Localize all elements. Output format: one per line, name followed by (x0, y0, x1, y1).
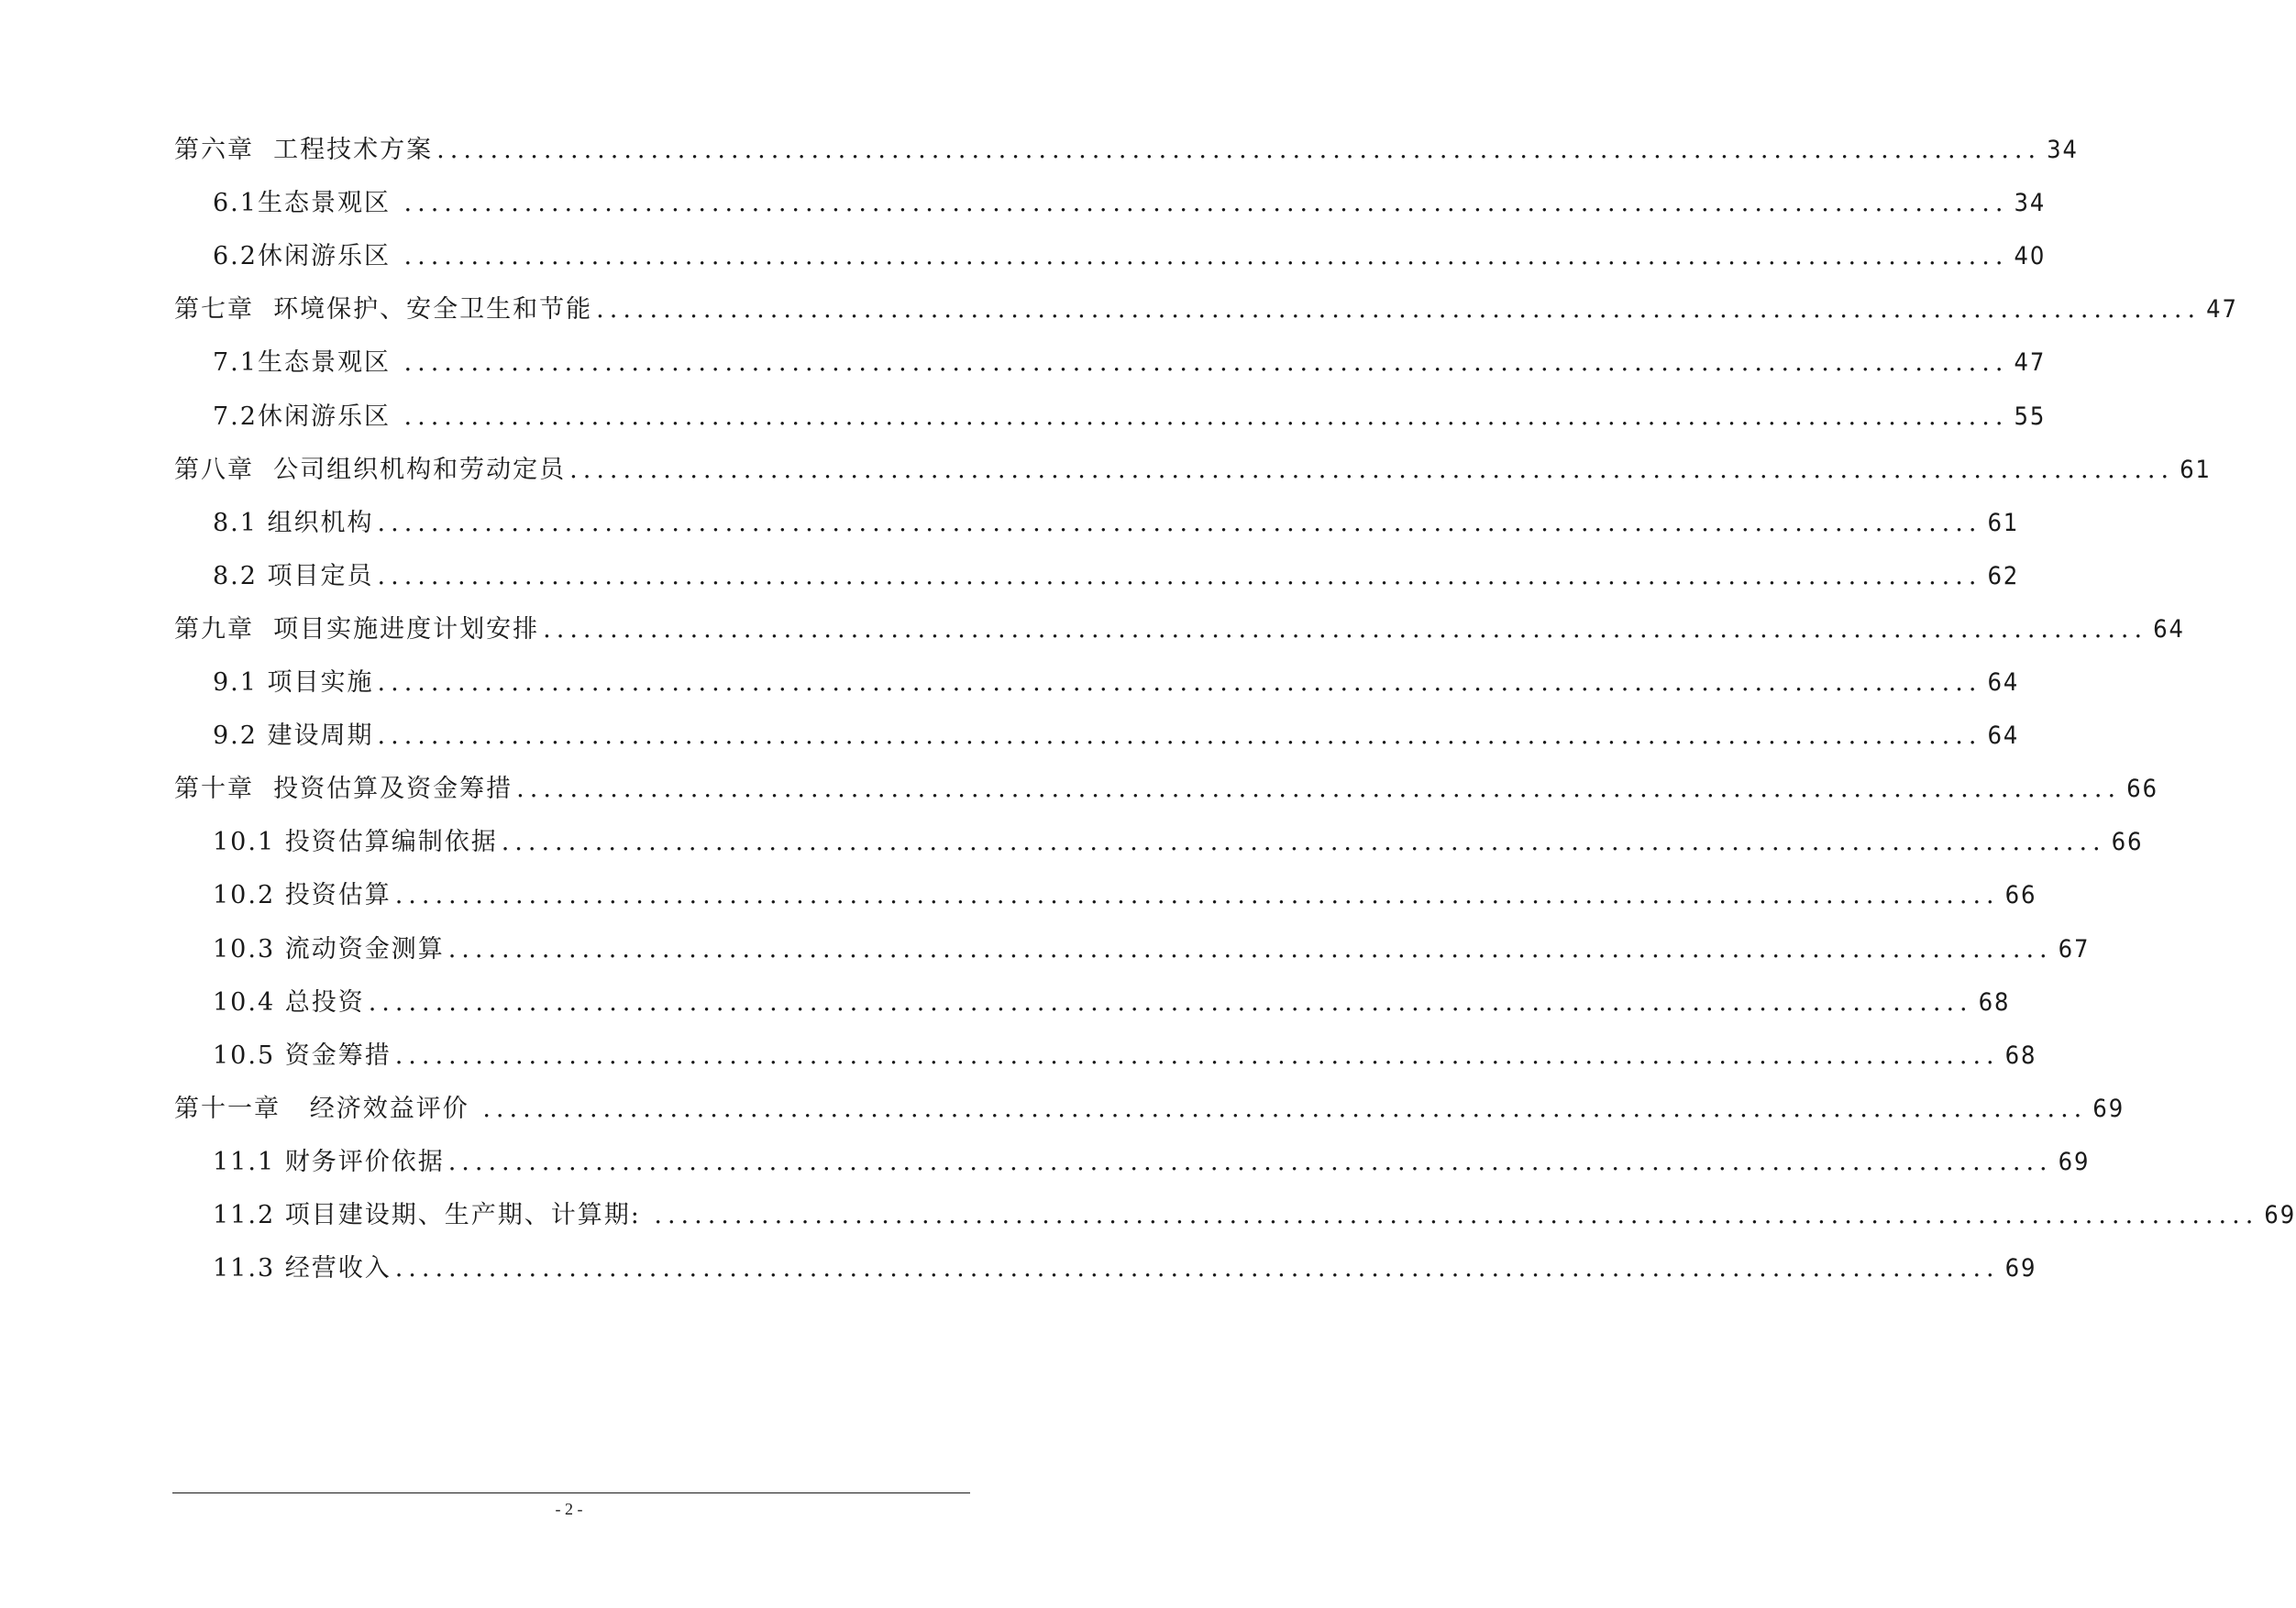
toc-section-entry[interactable] (213, 985, 2011, 1021)
toc-entry-page-number: 64 (2153, 614, 2185, 644)
toc-dot-leader: ........................................................................................................................ (403, 402, 2009, 431)
toc-dot-leader: ........................................................................................................................ (394, 881, 2000, 910)
toc-entry-page-number: 61 (2180, 455, 2212, 484)
page-number: - 2 - (555, 1500, 583, 1518)
toc-dot-leader: ........................................................................................................................ (436, 136, 2042, 164)
toc-section-entry[interactable] (213, 185, 2047, 222)
toc-dot-leader: ........................................................................................................................ (447, 934, 2053, 964)
toc-section-entry[interactable] (213, 505, 2020, 542)
toc-section-entry[interactable] (213, 665, 2020, 701)
toc-dot-leader: ........................................................................................................................ (569, 455, 2175, 484)
toc-section-entry[interactable] (213, 1038, 2037, 1074)
toc-entry-title: 9.2 建设周期 (213, 721, 374, 751)
toc-entry-page-number: 34 (2047, 136, 2079, 164)
toc-dot-leader: ........................................................................................................................ (368, 987, 1973, 1017)
toc-chapter-entry[interactable] (174, 1091, 2125, 1128)
toc-entry-page-number: 66 (2111, 828, 2144, 857)
toc-entry-title: 8.2 项目定员 (213, 561, 374, 590)
toc-chapter-entry[interactable] (174, 611, 2185, 648)
toc-chapter-entry[interactable] (174, 771, 2158, 808)
toc-entry-page-number: 68 (1978, 987, 2011, 1017)
toc-entry-title: 11.3 经营收入 (213, 1254, 392, 1283)
toc-entry-title: 第十一章 经济效益评价 (174, 1094, 480, 1123)
toc-dot-leader: ........................................................................................................................ (516, 775, 2122, 804)
toc-entry-page-number: 69 (2058, 1147, 2091, 1176)
toc-section-entry[interactable] (213, 877, 2037, 914)
toc-entry-title: 10.2 投资估算 (213, 881, 392, 910)
toc-entry-title: 6.2休闲游乐区 (213, 242, 401, 271)
toc-dot-leader: ........................................................................................................................ (403, 348, 2009, 378)
toc-entry-title: 第九章 项目实施进度计划安排 (174, 614, 540, 644)
toc-entry-title: 10.1 投资估算编制依据 (213, 828, 498, 857)
toc-entry-title: 9.1 项目实施 (213, 668, 374, 697)
toc-entry-page-number: 47 (2014, 348, 2047, 378)
toc-dot-leader: ........................................................................................................................ (394, 1041, 2000, 1070)
toc-entry-title: 8.1 组织机构 (213, 508, 374, 537)
toc-section-entry[interactable] (213, 345, 2047, 381)
toc-section-entry[interactable] (213, 1197, 2296, 1234)
toc-entry-page-number: 69 (2092, 1094, 2125, 1123)
toc-dot-leader: ........................................................................................................................ (482, 1094, 2088, 1123)
toc-entry-title: 10.4 总投资 (213, 987, 365, 1017)
toc-dot-leader: ........................................................................................................................ (377, 721, 1982, 751)
toc-entry-title: 第六章 工程技术方案 (174, 136, 434, 164)
toc-dot-leader: ........................................................................................................................ (447, 1147, 2053, 1176)
toc-dot-leader: ........................................................................................................................ (394, 1254, 2000, 1283)
toc-entry-page-number: 68 (2004, 1041, 2037, 1070)
toc-entry-title: 7.1生态景观区 (213, 348, 401, 378)
toc-chapter-entry[interactable] (174, 132, 2079, 169)
toc-entry-page-number: 66 (2126, 775, 2158, 804)
toc-entry-title: 10.3 流动资金测算 (213, 934, 445, 964)
toc-section-entry[interactable] (213, 718, 2020, 754)
toc-entry-page-number: 67 (2058, 934, 2091, 964)
toc-entry-page-number: 64 (1987, 721, 2020, 751)
toc-entry-page-number: 69 (2264, 1201, 2296, 1229)
toc-dot-leader: ........................................................................................................................ (403, 242, 2009, 271)
toc-entry-title: 第八章 公司组织机构和劳动定员 (174, 455, 567, 484)
toc-entry-page-number: 61 (1987, 508, 2020, 537)
toc-entry-page-number: 69 (2004, 1254, 2037, 1283)
toc-entry-title: 10.5 资金筹措 (213, 1041, 392, 1070)
toc-entry-title: 11.1 财务评价依据 (213, 1147, 445, 1176)
toc-dot-leader: ........................................................................................................................ (501, 828, 2106, 857)
toc-dot-leader: ........................................................................................................................ (377, 561, 1982, 590)
toc-dot-leader: ........................................................................................................................ (377, 508, 1982, 537)
toc-section-entry[interactable] (213, 558, 2020, 595)
toc-entry-page-number: 66 (2004, 881, 2037, 910)
toc-dot-leader: ........................................................................................................................ (377, 668, 1982, 697)
toc-entry-title: 6.1生态景观区 (213, 189, 401, 218)
toc-section-entry[interactable] (213, 1144, 2091, 1181)
toc-section-entry[interactable] (213, 238, 2047, 275)
toc-chapter-entry[interactable] (174, 452, 2212, 489)
toc-entry-page-number: 64 (1987, 668, 2020, 697)
toc-entry-title: 11.2 项目建设期、生产期、计算期: (213, 1201, 651, 1229)
footer-divider (172, 1492, 970, 1493)
toc-chapter-entry[interactable] (174, 292, 2238, 328)
toc-section-entry[interactable] (213, 1250, 2037, 1287)
toc-entry-page-number: 40 (2014, 242, 2047, 271)
toc-entry-page-number: 62 (1987, 561, 2020, 590)
toc-entry-title: 第十章 投资估算及资金筹措 (174, 775, 513, 804)
toc-entry-page-number: 47 (2206, 295, 2238, 325)
toc-section-entry[interactable] (213, 399, 2047, 435)
toc-entry-page-number: 55 (2014, 402, 2047, 431)
toc-entry-page-number: 34 (2014, 189, 2047, 218)
toc-dot-leader: ........................................................................................................................ (403, 189, 2009, 218)
toc-section-entry[interactable] (213, 931, 2091, 968)
toc-dot-leader: ........................................................................................................................ (654, 1201, 2259, 1229)
toc-dot-leader: ........................................................................................................................ (596, 295, 2202, 325)
toc-entry-title: 7.2休闲游乐区 (213, 402, 401, 431)
toc-dot-leader: ........................................................................................................................ (543, 614, 2148, 644)
toc-entry-title: 第七章 环境保护、安全卫生和节能 (174, 295, 593, 325)
toc-section-entry[interactable] (213, 824, 2144, 861)
